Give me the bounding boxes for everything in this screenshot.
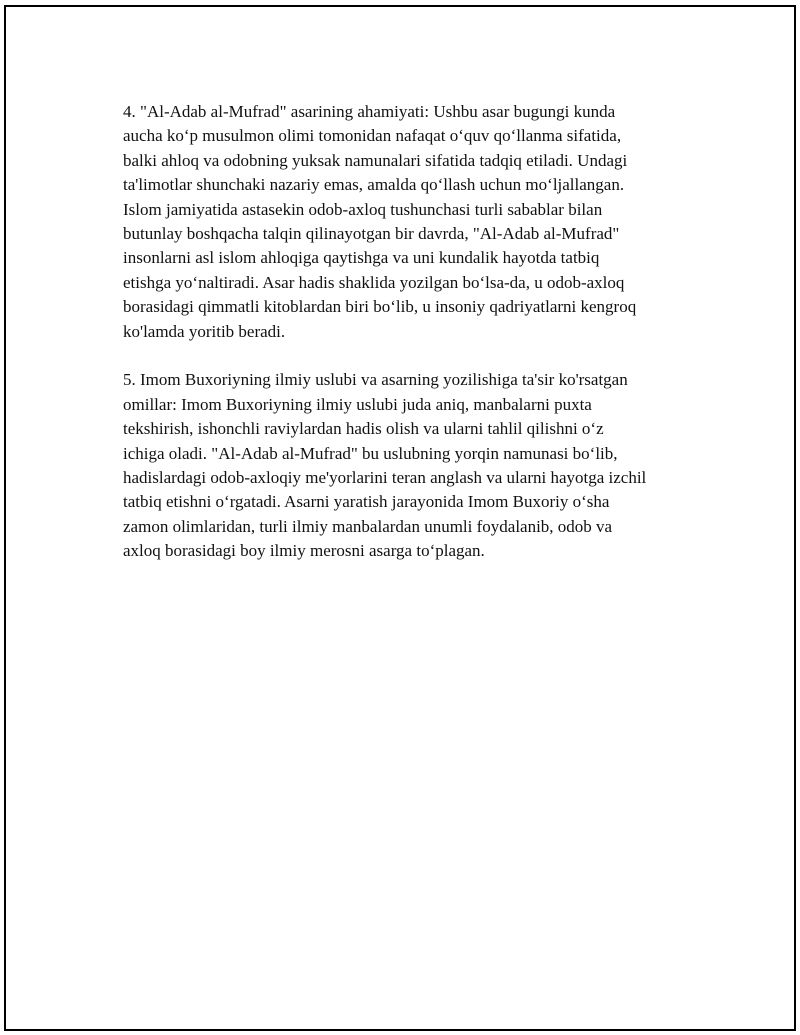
text-line: omillar: Imom Buxoriyning ilmiy uslubi juda aniq, manbalarni puxta <box>123 394 592 414</box>
text-line: tatbiq etishni oʻrgatadi. Asarni yaratish jarayonida Imom Buxoriy oʻsha <box>123 492 610 512</box>
paragraph-5-method <box>123 368 713 563</box>
text-line: axloq borasidagi boy ilmiy merosni asarga toʻplagan. <box>123 541 485 561</box>
text-line: etishga yoʻnaltiradi. Asar hadis shaklida yozilgan boʻlsa-da, u odob-axloq <box>123 272 625 292</box>
text-line: ko'lamda yoritib beradi. <box>123 321 286 341</box>
text-line: 4. "Al-Adab al-Mufrad" asarining ahamiyati: Ushbu asar bugungi kunda <box>123 102 616 121</box>
paragraph-4-significance <box>123 100 713 344</box>
text-line: ta'limotlar shunchaki nazariy emas, amalda qoʻllash uchun moʻljallangan. <box>123 175 625 195</box>
text-line: Islom jamiyatida astasekin odob-axloq tushunchasi turli sabablar bilan <box>123 199 603 219</box>
text-line: 5. Imom Buxoriyning ilmiy uslubi va asarning yozilishiga ta'sir ko'rsatgan <box>123 370 628 390</box>
page-frame <box>4 5 796 1031</box>
text-line: hadislardagi odob-axloqiy me'yorlarini teran anglash va ularni hayotga izchil <box>123 468 647 488</box>
text-line: borasidagi qimmatli kitoblardan biri boʻlib, u insoniy qadriyatlarni kengroq <box>123 297 637 317</box>
text-line: tekshirish, ishonchli raviylardan hadis olish va ularni tahlil qilishni oʻz <box>123 419 604 439</box>
text-line: zamon olimlaridan, turli ilmiy manbalardan unumli foydalanib, odob va <box>123 516 613 536</box>
text-line: insonlarni asl islom ahloqiga qaytishga va uni kundalik hayotda tatbiq <box>123 248 600 268</box>
text-line: aucha koʻp musulmon olimi tomonidan nafaqat oʻquv qoʻllanma sifatida, <box>123 126 622 146</box>
document-body <box>123 100 713 588</box>
text-line: balki ahloq va odobning yuksak namunalari sifatida tadqiq etiladi. Undagi <box>123 150 628 170</box>
text-line: ichiga oladi. "Al-Adab al-Mufrad" bu uslubning yorqin namunasi boʻlib, <box>123 443 618 463</box>
text-line: butunlay boshqacha talqin qilinayotgan bir davrda, "Al-Adab al-Mufrad" <box>123 224 620 244</box>
